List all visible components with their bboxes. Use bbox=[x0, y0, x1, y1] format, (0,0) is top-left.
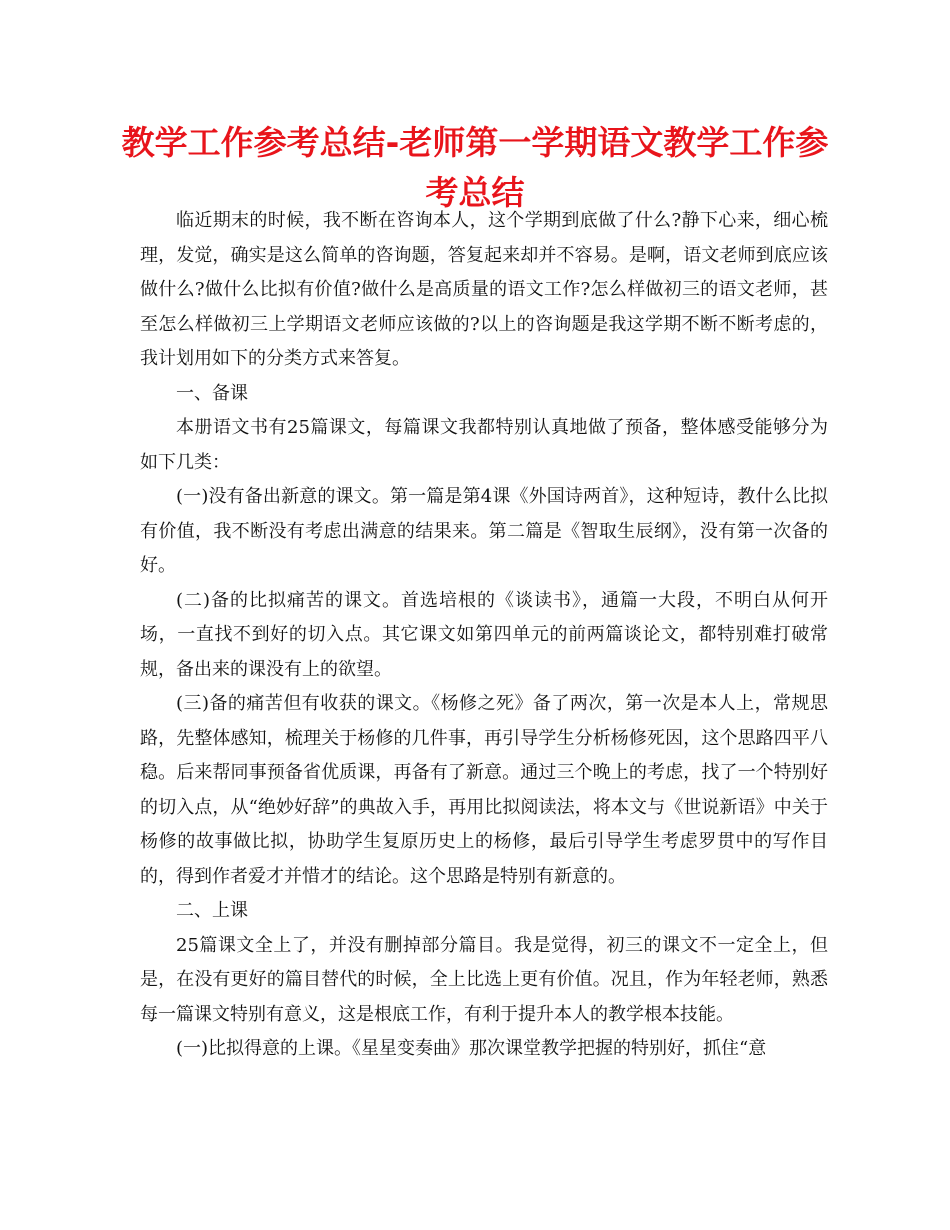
document-body bbox=[140, 204, 828, 1067]
section-heading-teaching: 二、上课 bbox=[176, 900, 248, 921]
paragraph-intro: 临近期末的时候，我不断在咨询本人，这个学期到底做了什么?静下心来，细心梳理，发觉，确实是这么简单的咨询题，答复起来却并不容易。是啊，语文老师到底应该做什么?做什么比拟有价值?做什么是高质量的语文工作?怎么样做初三的语文老师，甚至怎么样做初三上学期语文老师应该做的?以上的咨询题是我这学期不断不断考虑的，我计划用如下的分类方式来答复。 bbox=[140, 210, 828, 369]
paragraph-teaching-overview: 25篇课文全上了，并没有删掉部分篇目。我是觉得，初三的课文不一定全上，但是，在没有更好的篇目替代的时候，全上比选上更有价值。况且，作为年轻老师，熟悉每一篇课文特别有意义，这是根底工作，有利于提升本人的教学根本技能。 bbox=[140, 934, 828, 1025]
paragraph-preparation-overview: 本册语文书有25篇课文，每篇课文我都特别认真地做了预备，整体感受能够分为如下几类： bbox=[140, 417, 828, 473]
paragraph-preparation-2: (二)备的比拟痛苦的课文。首选培根的《谈读书》，通篇一大段，不明白从何开场，一直找不到好的切入点。其它课文如第四单元的前两篇谈论文，都特别难打破常规，备出来的课没有上的欲望。 bbox=[140, 589, 828, 680]
document-title: 教学工作参考总结-老师第一学期语文教学工作参考总结 bbox=[121, 123, 829, 212]
section-heading-preparation: 一、备课 bbox=[176, 382, 248, 404]
paragraph-preparation-3: (三)备的痛苦但有收获的课文。《杨修之死》备了两次，第一次是本人上，常规思路，先整体感知，梳理关于杨修的几件事，再引导学生分析杨修死因，这个思路四平八稳。后来帮同事预备省优质课，再备有了新意。通过三个晚上的考虑，找了一个特别好的切入点，从“绝妙好辞”的典故入手，再用比拟阅读法，将本文与《世说新语》中关于杨修的故事做比拟，协助学生复原历史上的杨修，最后引导学生考虑罗贯中的写作目的，得到作者爱才并惜才的结论。这个思路是特别有新意的。 bbox=[140, 693, 828, 887]
paragraph-preparation-1: (一)没有备出新意的课文。第一篇是第4课《外国诗两首》，这种短诗，教什么比拟有价值，我不断没有考虑出满意的结果来。第二篇是《智取生辰纲》，没有第一次备的好。 bbox=[140, 486, 828, 576]
paragraph-teaching-1: (一)比拟得意的上课。《星星变奏曲》那次课堂教学把握的特别好，抓住“意 bbox=[176, 1038, 767, 1059]
